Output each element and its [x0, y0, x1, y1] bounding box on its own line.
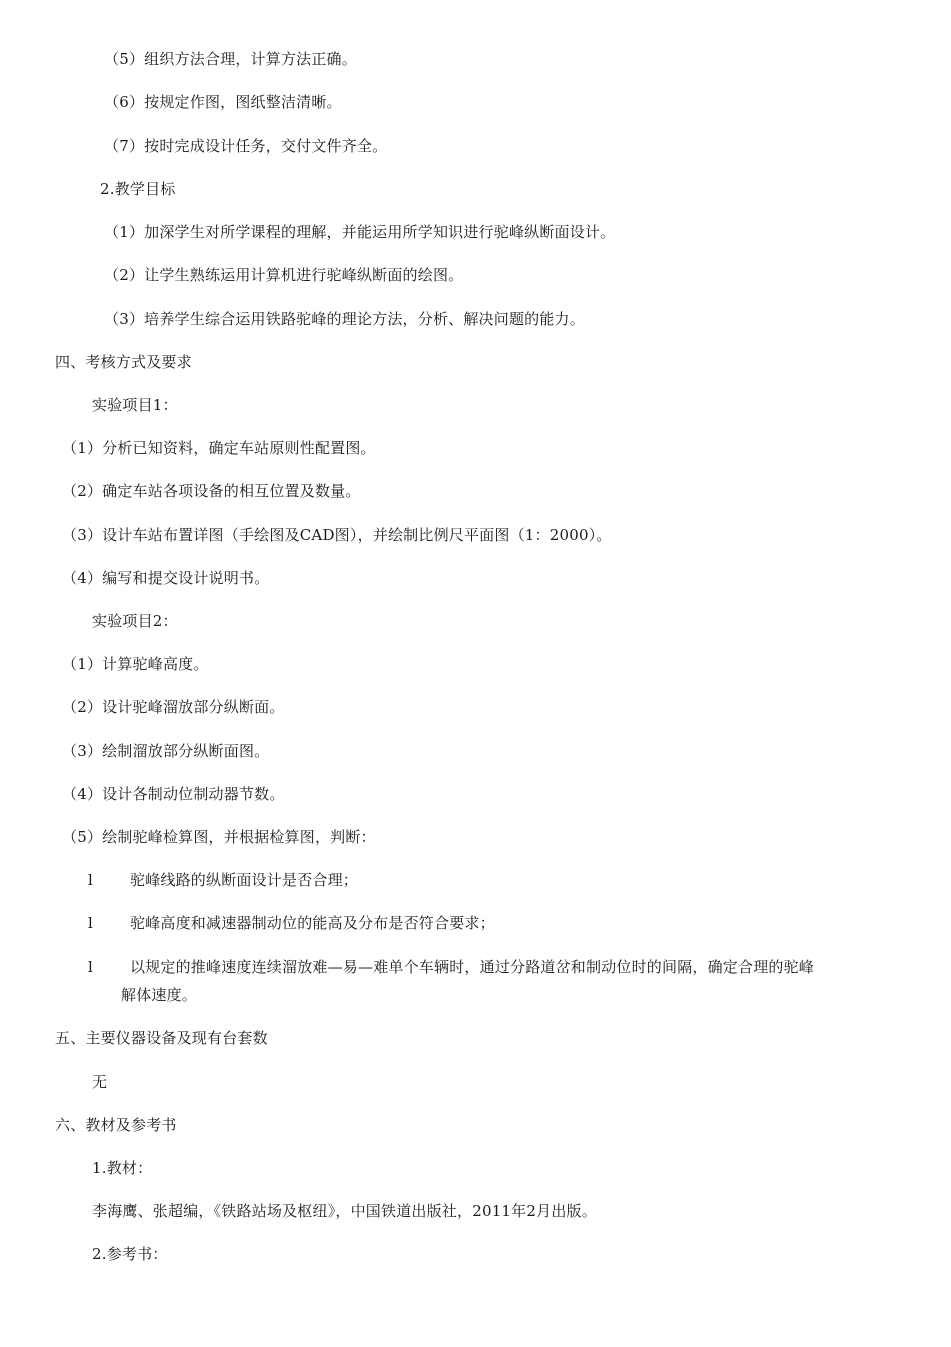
project-2-item: （2）设计驼峰溜放部分纵断面。 [62, 698, 285, 716]
section-5-heading: 五、主要仪器设备及现有台套数 [55, 1029, 268, 1047]
textbook-entry: 李海鹰、张超编，《铁路站场及枢纽》，中国铁道出版社，2011年2月出版。 [92, 1202, 597, 1220]
project-2-item: （4）设计各制动位制动器节数。 [62, 785, 285, 803]
project-2-item: （1）计算驼峰高度。 [62, 655, 209, 673]
bullet-text: 驼峰线路的纵断面设计是否合理； [130, 871, 359, 889]
bullet-text: 以规定的推峰速度连续溜放难—易—难单个车辆时，通过分路道岔和制动位时的间隔，确定合理的驼峰 [130, 958, 815, 976]
project-2-item: （3）绘制溜放部分纵断面图。 [62, 742, 270, 760]
project-2-item: （5）绘制驼峰检算图，并根据检算图，判断： [62, 828, 376, 846]
requirement-item: （5）组织方法合理，计算方法正确。 [104, 50, 357, 68]
bullet-text: 驼峰高度和减速器制动位的能高及分布是否符合要求； [130, 914, 495, 932]
project-1-item: （4）编写和提交设计说明书。 [62, 569, 270, 587]
teaching-goal-item: （3）培养学生综合运用铁路驼峰的理论方法，分析、解决问题的能力。 [104, 310, 585, 328]
teaching-goal-item: （1）加深学生对所学课程的理解，并能运用所学知识进行驼峰纵断面设计。 [104, 223, 616, 241]
reference-label: 2.参考书： [92, 1245, 168, 1263]
bullet-item [88, 957, 815, 977]
section-4-heading: 四、考核方式及要求 [55, 353, 192, 371]
project-1-item: （3）设计车站布置详图（手绘图及CAD图），并绘制比例尺平面图（1：2000）。 [62, 526, 612, 544]
section-6-heading: 六、教材及参考书 [55, 1116, 177, 1134]
textbook-label: 1.教材： [92, 1159, 153, 1177]
teaching-goals-heading: 2.教学目标 [100, 180, 176, 198]
bullet-item [88, 913, 495, 933]
project-1-item: （2）确定车站各项设备的相互位置及数量。 [62, 482, 361, 500]
requirement-item: （6）按规定作图，图纸整洁清晰。 [104, 93, 342, 111]
bullet-text-continuation: 解体速度。 [121, 986, 198, 1004]
bullet-marker: l [88, 958, 93, 976]
bullet-marker: l [88, 914, 93, 932]
bullet-marker: l [88, 871, 93, 889]
teaching-goal-item: （2）让学生熟练运用计算机进行驼峰纵断面的绘图。 [104, 266, 464, 284]
bullet-item [88, 870, 359, 890]
project-1-item: （1）分析已知资料，确定车站原则性配置图。 [62, 439, 376, 457]
project-1-title: 实验项目1： [92, 396, 178, 414]
section-5-content: 无 [92, 1073, 108, 1091]
requirement-item: （7）按时完成设计任务，交付文件齐全。 [104, 137, 388, 155]
project-2-title: 实验项目2： [92, 612, 178, 630]
